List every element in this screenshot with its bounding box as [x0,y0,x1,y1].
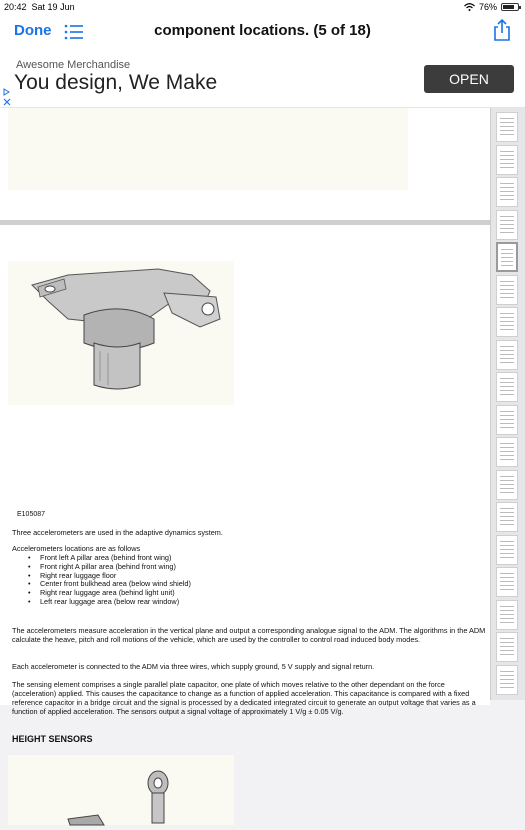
page-thumbnail[interactable] [496,567,518,597]
ad-open-button[interactable]: OPEN [424,65,514,93]
list-icon[interactable] [64,24,84,40]
page-thumbnail[interactable] [496,632,518,662]
nav-bar [0,14,525,48]
list-item: • Center front bulkhead area (below wind shield) [28,580,328,589]
intro-text: Three accelerometers are used in the adaptive dynamics system. [12,528,223,537]
share-icon[interactable] [491,18,513,42]
page-thumbnail[interactable] [496,600,518,630]
document-viewer[interactable] [0,108,490,744]
page-thumbnail[interactable] [496,502,518,532]
page-thumbnail[interactable] [496,665,518,695]
page-thumbnail[interactable] [496,145,518,175]
paragraph-wiring: Each accelerometer is connected to the ADM via three wires, which supply ground, 5 V supply and signal return. [12,662,375,671]
page-thumbnail-strip[interactable] [490,108,525,700]
ad-close-icon[interactable] [3,98,11,106]
done-button[interactable]: Done [14,22,52,39]
ad-advertiser: Awesome Merchandise [16,59,131,71]
current-page [0,225,490,744]
page-thumbnail[interactable] [496,112,518,142]
page-thumbnail[interactable] [496,177,518,207]
page-thumbnail[interactable] [496,340,518,370]
page-thumbnail[interactable] [496,242,518,272]
locations-intro: Accelerometers locations are as follows [12,544,141,553]
list-item: • Right rear luggage area (behind light unit) [28,589,328,598]
list-item: • Left rear luggage area (below rear window) [28,598,328,607]
battery-percent: 76% [478,2,497,12]
ad-banner[interactable] [0,48,525,108]
accelerometer-locations-list [28,554,328,607]
page-thumbnail[interactable] [496,372,518,402]
page-thumbnail[interactable] [496,470,518,500]
status-time: 20:42 [4,2,27,12]
previous-page [0,108,490,220]
section-heading: HEIGHT SENSORS [12,734,93,744]
page-thumbnail[interactable] [496,535,518,565]
figure-label: E105087 [17,511,46,518]
page-thumbnail[interactable] [496,405,518,435]
accelerometer-figure [8,261,234,405]
paragraph-sensing-element: The sensing element comprises a single parallel plate capacitor, one plate of which moves relative to the other dependant on the force (acceleration) applied. This causes the capacitance to change as a function of applied acceleration. This capacitance is compared with a fixed reference capacitor in a bridge circuit and the signal is processed by a dedicated integrated circuit to generate an output voltage that varies as a function of applied acceleration. The sensors output a signal voltage of approximately 1 V/g ± 0.05 V/g. [12,680,476,716]
adchoices-icon[interactable] [3,88,10,96]
list-item: • Front right A pillar area (behind front wing) [28,563,328,572]
status-bar [0,0,525,14]
page-thumbnail[interactable] [496,437,518,467]
page-thumbnail[interactable] [496,307,518,337]
ad-headline[interactable]: You design, We Make [14,71,218,94]
list-item: • Front left A pillar area (behind front wing) [28,554,328,563]
status-date: Sat 19 Jun [31,2,75,12]
page-thumbnail[interactable] [496,210,518,240]
list-item: • Right rear luggage floor [28,572,328,581]
paragraph-measurement: The accelerometers measure acceleration in the vertical plane and output a corresponding analogue signal to the ADM. The algorithms in the ADM calculate the heave, pitch and roll motions of the vehicle, which are used by the controller to control road induced body modes. [12,626,486,644]
document-title: component locations. (5 of 18) [154,22,371,39]
battery-icon [501,3,519,11]
page-thumbnail[interactable] [496,275,518,305]
height-sensor-figure [8,755,234,825]
accelerometer-image [8,261,234,405]
wifi-icon [464,3,475,11]
height-sensor-image [8,755,234,825]
